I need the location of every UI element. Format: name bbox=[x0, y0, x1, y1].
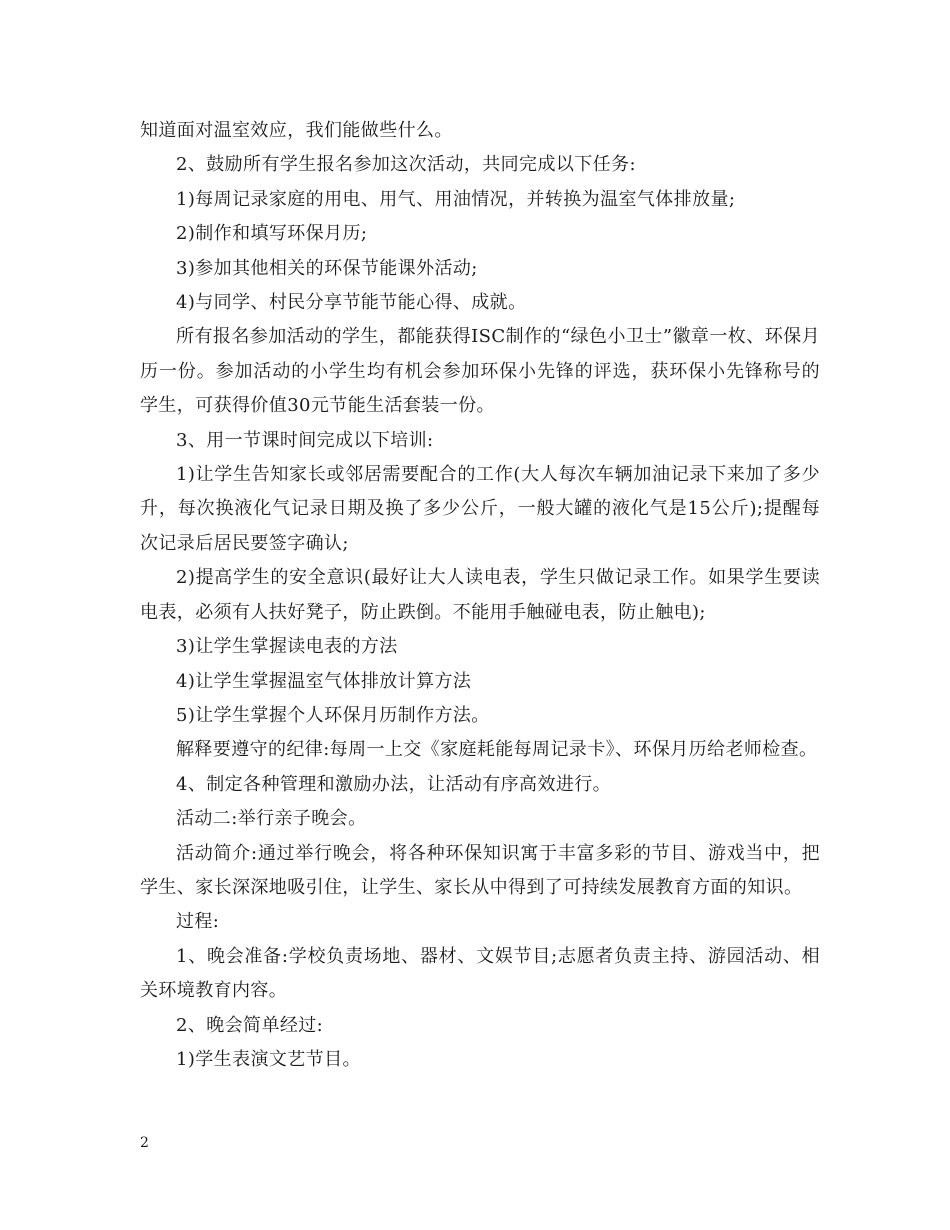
paragraph: 活动简介:通过举行晚会，将各种环保知识寓于丰富多彩的节目、游戏当中，把学生、家长深深地吸引住，让学生、家长从中得到了可持续发展教育方面的知识。 bbox=[140, 842, 820, 898]
paragraph: 所有报名参加活动的学生，都能获得ISC制作的“绿色小卫士”徽章一枚、环保月历一份。参加活动的小学生均有机会参加环保小先锋的评选，获环保小先锋称号的学生，可获得价值30元节能生活套装一份。 bbox=[140, 326, 820, 417]
list-item: 1)每周记录家庭的用电、用气、用油情况，并转换为温室气体排放量; bbox=[176, 188, 736, 210]
list-item: 4)与同学、村民分享节能节能心得、成就。 bbox=[176, 292, 527, 314]
page-number: 2 bbox=[140, 1135, 149, 1151]
list-item: 2)制作和填写环保月历; bbox=[176, 223, 368, 245]
list-item: 4)让学生掌握温室气体排放计算方法 bbox=[176, 670, 472, 692]
paragraph: 1、晚会准备:学校负责场地、器材、文娱节目;志愿者负责主持、游园活动、相关环境教育内容。 bbox=[140, 945, 820, 1002]
list-item: 1)学生表演文艺节目。 bbox=[176, 1048, 361, 1070]
paragraph: 过程: bbox=[176, 911, 220, 933]
list-item: 3)参加其他相关的环保节能课外活动; bbox=[176, 257, 478, 279]
paragraph: 2、鼓励所有学生报名参加这次活动，共同完成以下任务: bbox=[176, 154, 636, 176]
section-heading: 活动二:举行亲子晚会。 bbox=[176, 808, 367, 830]
list-item: 3)让学生掌握读电表的方法 bbox=[176, 636, 398, 658]
paragraph: 4、制定各种管理和激励办法，让活动有序高效进行。 bbox=[176, 773, 612, 795]
paragraph: 2、晚会简单经过: bbox=[176, 1014, 324, 1036]
document-body bbox=[140, 114, 820, 1077]
list-item: 5)让学生掌握个人环保月历制作方法。 bbox=[176, 704, 490, 726]
paragraph: 解释要遵守的纪律:每周一上交《家庭耗能每周记录卡》、环保月历给老师检查。 bbox=[176, 739, 818, 761]
paragraph: 3、用一节课时间完成以下培训: bbox=[176, 429, 434, 451]
paragraph: 知道面对温室效应，我们能做些什么。 bbox=[140, 120, 453, 141]
list-item: 1)让学生告知家长或邻居需要配合的工作(大人每次车辆加油记录下来加了多少升，每次换液化气记录日期及换了多少公斤，一般大罐的液化气是15公斤);提醒每次记录后居民要签字确认; bbox=[140, 464, 820, 554]
list-item: 2)提高学生的安全意识(最好让大人读电表，学生只做记录工作。如果学生要读电表，必须有人扶好凳子，防止跌倒。不能用手触碰电表，防止触电); bbox=[140, 567, 820, 623]
